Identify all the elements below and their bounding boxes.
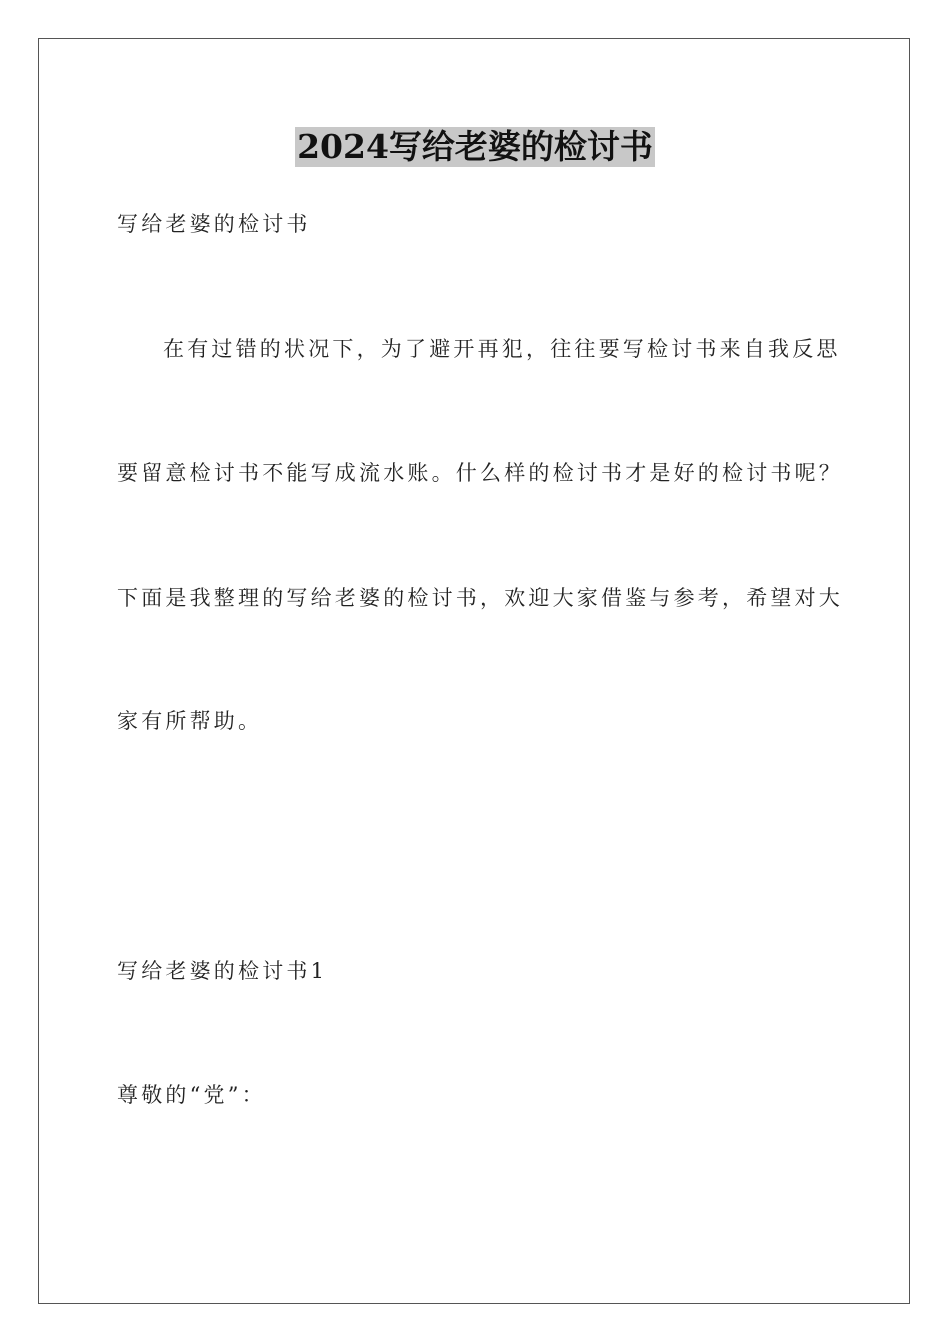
intro-line-3: 下面是我整理的写给老婆的检讨书，欢迎大家借鉴与参考，希望对大	[117, 586, 843, 610]
document-title: 2024写给老婆的检讨书	[297, 127, 653, 166]
intro-line-2: 要留意检讨书不能写成流水账。什么样的检讨书才是好的检讨书呢？	[117, 461, 843, 485]
intro-line-4: 家有所帮助。	[117, 709, 263, 733]
salutation: 尊敬的“党”：	[117, 1083, 266, 1107]
title-container	[0, 127, 950, 167]
section-heading: 写给老婆的检讨书1	[117, 959, 328, 983]
document-subtitle: 写给老婆的检讨书	[117, 212, 311, 236]
intro-line-1: 在有过错的状况下，为了避开再犯，往往要写检讨书来自我反思	[163, 337, 841, 361]
